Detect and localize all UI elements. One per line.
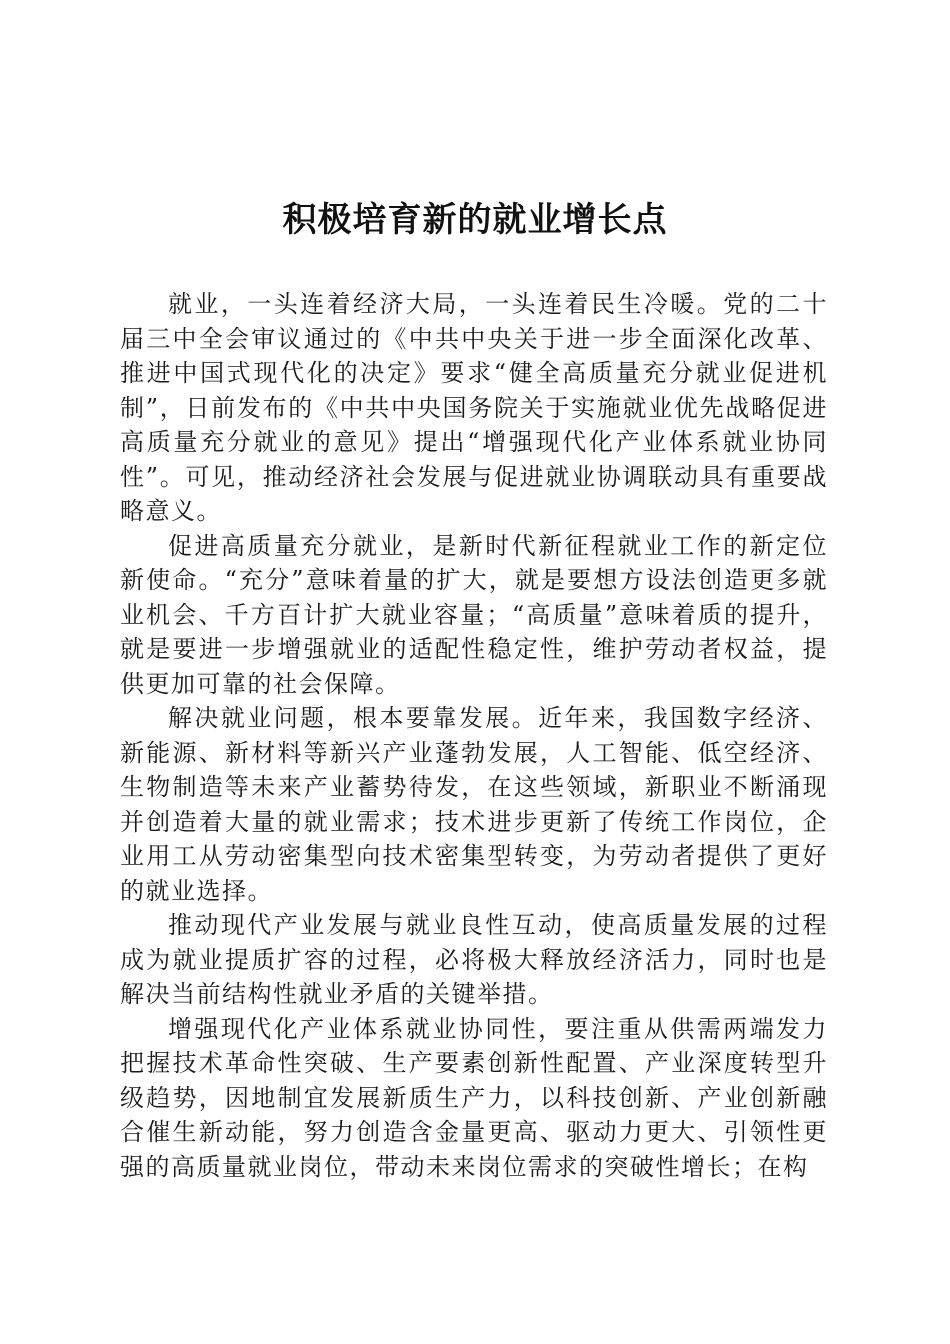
article-body [120, 287, 828, 1184]
article-title: 积极培育新的就业增长点 [282, 200, 668, 240]
paragraph-3: 解决就业问题，根本要靠发展。近年来，我国数字经济、新能源、新材料等新兴产业蓬勃发展，人工智能、低空经济、生物制造等未来产业蓄势待发，在这些领域，新职业不断涌现并创造着大量的就业需求；技术进步更新了传统工作岗位，企业用工从劳动密集型向技术密集型转变，为劳动者提供了更好的就业选择。 [120, 704, 828, 905]
paragraph-2: 促进高质量充分就业，是新时代新征程就业工作的新定位新使命。“充分”意味着量的扩大，就是要想方设法创造更多就业机会、千方百计扩大就业容量；“高质量”意味着质的提升，就是要进一步增强就业的适配性稳定性，维护劳动者权益，提供更加可靠的社会保障。 [120, 531, 828, 698]
paragraph-5: 增强现代化产业体系就业协同性，要注重从供需两端发力把握技术革命性突破、生产要素创新性配置、产业深度转型升级趋势，因地制宜发展新质生产力，以科技创新、产业创新融合催生新动能，努力创造含金量更高、驱动力更大、引领性更强的高质量就业岗位，带动未来岗位需求的突破性增长；在构 [120, 1014, 828, 1181]
paragraph-1: 就业，一头连着经济大局，一头连着民生冷暖。党的二十届三中全会审议通过的《中共中央关于进一步全面深化改革、推进中国式现代化的决定》要求“健全高质量充分就业促进机制”，日前发布的《中共中央国务院关于实施就业优先战略促进高质量充分就业的意见》提出“增强现代化产业体系就业协同性”。可见，推动经济社会发展与促进就业协调联动具有重要战略意义。 [120, 290, 828, 525]
paragraph-4: 推动现代产业发展与就业良性互动，使高质量发展的过程成为就业提质扩容的过程，必将极大释放经济活力，同时也是解决当前结构性就业矛盾的关键举措。 [120, 911, 828, 1008]
